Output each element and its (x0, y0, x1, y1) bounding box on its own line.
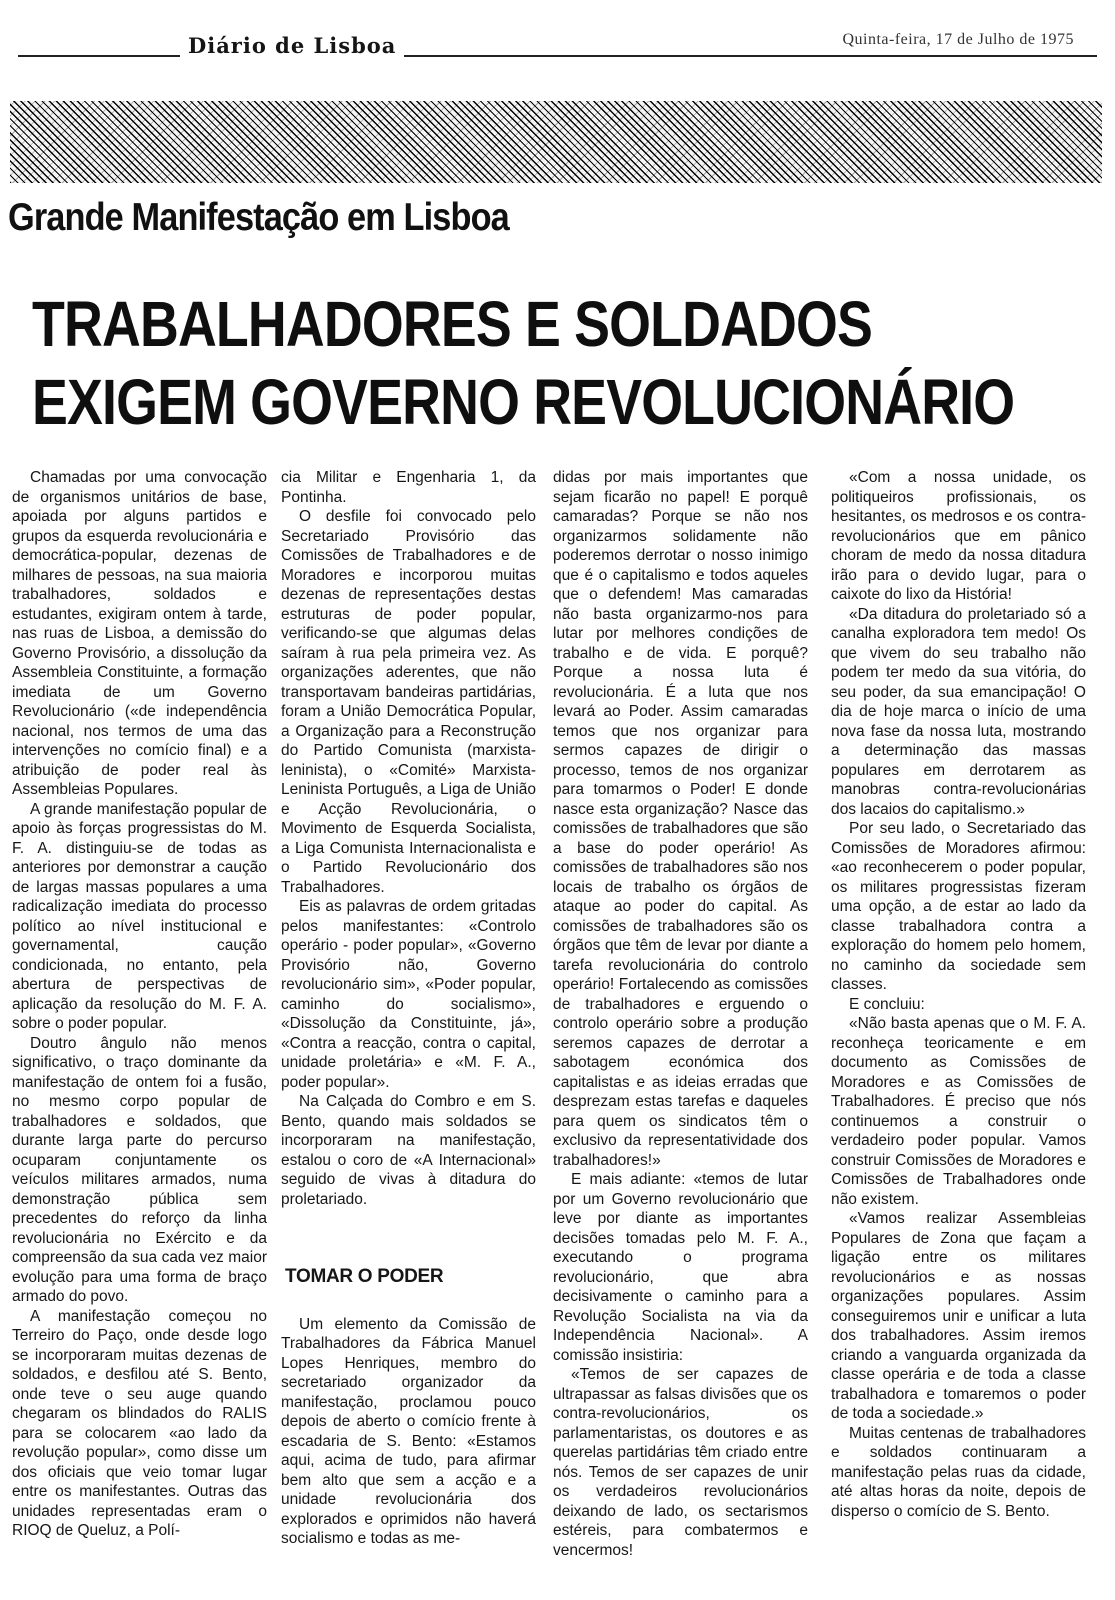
column-2 (281, 468, 536, 1596)
paragraph: Por seu lado, o Secretariado das Comissões de Moradores afirmou: «ao reconhecerem o poder popular, os militares progressistas fizeram uma opção, a de estar ao lado da classe trabalhadora contra a exploração do homem pelo homem, no caminho da sociedade sem classes. (831, 820, 1086, 993)
column-1 (12, 468, 267, 1596)
paragraph: Doutro ângulo não menos significativo, o traço dominante da manifestação de ontem foi a fusão, no mesmo corpo popular de trabalhadores e soldados, que durante larga parte do percurso ocuparam conjuntamente os veículos militares armados, numa demonstração pública sem precedentes do reforço da linha revolucionária no Exército e da compreensão da sua cada vez maior evolução para uma forma de braço armado do povo. (12, 1034, 267, 1305)
paragraph: «Da ditadura do proletariado só a canalha exploradora tem medo! Os que vivem do seu trabalho não podem ter medo da sua vitória, do seu poder, da sua emancipação! O dia de hoje marca o início de uma nova fase da nossa luta, mostrando a determinação das massas populares em derrotarem as manobras contra-revolucionárias dos lacaios do capitalismo.» (831, 605, 1086, 818)
headline-line-1: TRABALHADORES E SOLDADOS (32, 288, 873, 360)
paragraph: «Vamos realizar Assembleias Populares de Zona que façam a ligação entre os militares revolucionários e as nossas organizações populares. Assim conseguiremos unir e unificar a luta dos trabalhadores. Assim iremos criando a vanguarda organizada da classe operária e de toda a classe trabalhadora e tomaremos o poder de toda a sociedade.» (831, 1210, 1086, 1422)
paragraph: «Temos de ser capazes de ultrapassar as falsas divisões que os contra-revolucionários, os parlamentaristas, os doutores e as querelas partidárias têm criado entre nós. Temos de ser capazes de unir os verdadeiros revolucionários deixando de lado, os sectarismos estéreis, para combatermos e vencermos! (553, 1366, 808, 1559)
paragraph: O desfile foi convocado pelo Secretariado Provisório das Comissões de Trabalhadores e de Moradores e incorporou muitas dezenas de representações destas estruturas de poder popular, verificando-se que algumas delas saíram à rua pela primeira vez. As organizações aderentes, que não transportavam bandeiras partidárias, foram a União Democrática Popular, a Organização para a Reconstrução do Partido Comunista (marxista-leninista), o «Comité» Marxista-Leninista Português, a Liga de União e Acção Revolucionária, o Movimento de Esquerda Socialista, a Liga Comunista Internacionalista e o Partido Revolucionário dos Trabalhadores. (281, 508, 536, 896)
masthead-title: Diário de Lisboa (180, 33, 404, 58)
paragraph: Na Calçada do Combro e em S. Bento, quando mais soldados se incorporaram na manifestação, estalou o coro de «A Internacional» seguido de vivas à ditadura do proletariado. (281, 1093, 536, 1208)
subhead: TOMAR O PODER (285, 1266, 444, 1287)
column-4 (831, 468, 1086, 1596)
paragraph: «Não basta apenas que o M. F. A. reconheça teoricamente e em documento as Comissões de Moradores e as Comissões de Trabalhadores. É preciso que nós continuemos a construir o verdadeiro poder popular. Vamos construir Comissões de Moradores e Comissões de Trabalhadores onde não existem. (831, 1015, 1086, 1208)
paragraph: Eis as palavras de ordem gritadas pelos manifestantes: «Controlo operário - poder popular», «Governo Provisório não, Governo revolucionário sim», «Poder popular, caminho do socialismo», «Dissolução da Constituinte, já», «Contra a reacção, contra o capital, unidade proletária» e «M. F. A., poder popular». (281, 898, 536, 1091)
kicker: Grande Manifestação em Lisboa (8, 196, 509, 239)
paragraph: E mais adiante: «temos de lutar por um Governo revolucionário que leve por diante as importantes decisões tomadas pelo M. F. A., executando o programa revolucionário, que abra decisivamente o caminho para a Revolução Socialista na via da Independência Nacional». A comissão insistiria: (553, 1171, 808, 1364)
halftone-banner (10, 101, 1102, 183)
masthead-date: Quinta-feira, 17 de Julho de 1975 (836, 31, 1080, 49)
headline (32, 285, 1014, 441)
paragraph: didas por mais importantes que sejam ficarão no papel! E porquê camaradas? Porque se não nos organizarmos solidamente não poderemos derrotar o nosso inimigo que é o capitalismo e todos aqueles que o defendem! Mas camaradas não basta organizarmo-nos para lutar por melhores condições de trabalho e de vida. E porquê? Porque a nossa luta é revolucionária. É a luta que nos levará ao Poder. Assim camaradas temos que nos organizar para sermos capazes de dirigir o processo, temos de nos organizar para tomarmos o Poder! E donde nasce esta organização? Nasce das comissões de trabalhadores que são a base do poder operário! As comissões de trabalhadores são nos locais de trabalho os órgãos de ataque ao poder do capital. As comissões de trabalhadores são os órgãos que têm de levar por diante a tarefa revolucionária do controlo operário! Fortalecendo as comissões de trabalhadores e erguendo o controlo operário sobre a produção seremos capazes de derrotar a sabotagem económica dos capitalistas e as ideias erradas que desprezam estas tarefas e daqueles para quem os sindicatos têm o exclusivo da representatividade dos trabalhadores!» (553, 469, 808, 1169)
paragraph: Muitas centenas de trabalhadores e soldados continuaram a manifestação pelas ruas da cidade, até altas horas da noite, depois de disperso o comício de S. Bento. (831, 1424, 1086, 1520)
paragraph: A grande manifestação popular de apoio às forças progressistas do M. F. A. distinguiu-se de todas as anteriores por demonstrar a caução de largas massas populares a uma radicalização imediata do processo político ao nível institucional e governamental, caução condicionada, no entanto, pela abertura de perspectivas de aplicação da resolução do M. F. A. sobre o poder popular. (12, 800, 267, 1032)
column-3 (553, 468, 808, 1596)
paragraph: A manifestação começou no Terreiro do Paço, onde desde logo se incorporaram muitas dezenas de soldados, e desfilou até S. Bento, onde teve o seu auge quando chegaram os blindados do RALIS para se colocarem «ao lado da revolução popular», como disse um dos oficiais que veio tomar lugar entre os manifestantes. Outras das unidades representadas eram o RIOQ de Queluz, a Polí- (12, 1307, 267, 1539)
paragraph: Chamadas por uma convocação de organismos unitários de base, apoiada por alguns partidos e grupos da esquerda revolucionária e democrática-popular, dezenas de milhares de pessoas, na sua maioria trabalhadores, soldados e estudantes, exigiram ontem à tarde, nas ruas de Lisboa, a demissão do Governo Provisório, a dissolução da Assembleia Constituinte, a formação imediata de um Governo Revolucionário («de independência nacional, nos termos de uma das intervenções no comício final) e a atribuição de poder real às Assembleias Populares. (12, 469, 267, 798)
headline-line-2: EXIGEM GOVERNO REVOLUCIONÁRIO (32, 366, 1015, 438)
paragraph: E concluiu: (849, 995, 925, 1013)
paragraph: cia Militar e Engenharia 1, da Pontinha. (281, 469, 536, 506)
paragraph: «Com a nossa unidade, os politiqueiros profissionais, os hesitantes, os medrosos e os contra-revolucionários que em pânico choram de medo da nossa ditadura irão para o devido lugar, para o caixote do lixo da História! (831, 469, 1086, 603)
paragraph: Um elemento da Comissão de Trabalhadores da Fábrica Manuel Lopes Henriques, membro do secretariado organizador da manifestação, proclamou pouco depois de aberto o comício frente à escadaria de S. Bento: «Estamos aqui, acima de tudo, para afirmar bem alto que sem a acção e a unidade revolucionária dos explorados e oprimidos não haverá socialismo e todas as me- (281, 1315, 536, 1547)
